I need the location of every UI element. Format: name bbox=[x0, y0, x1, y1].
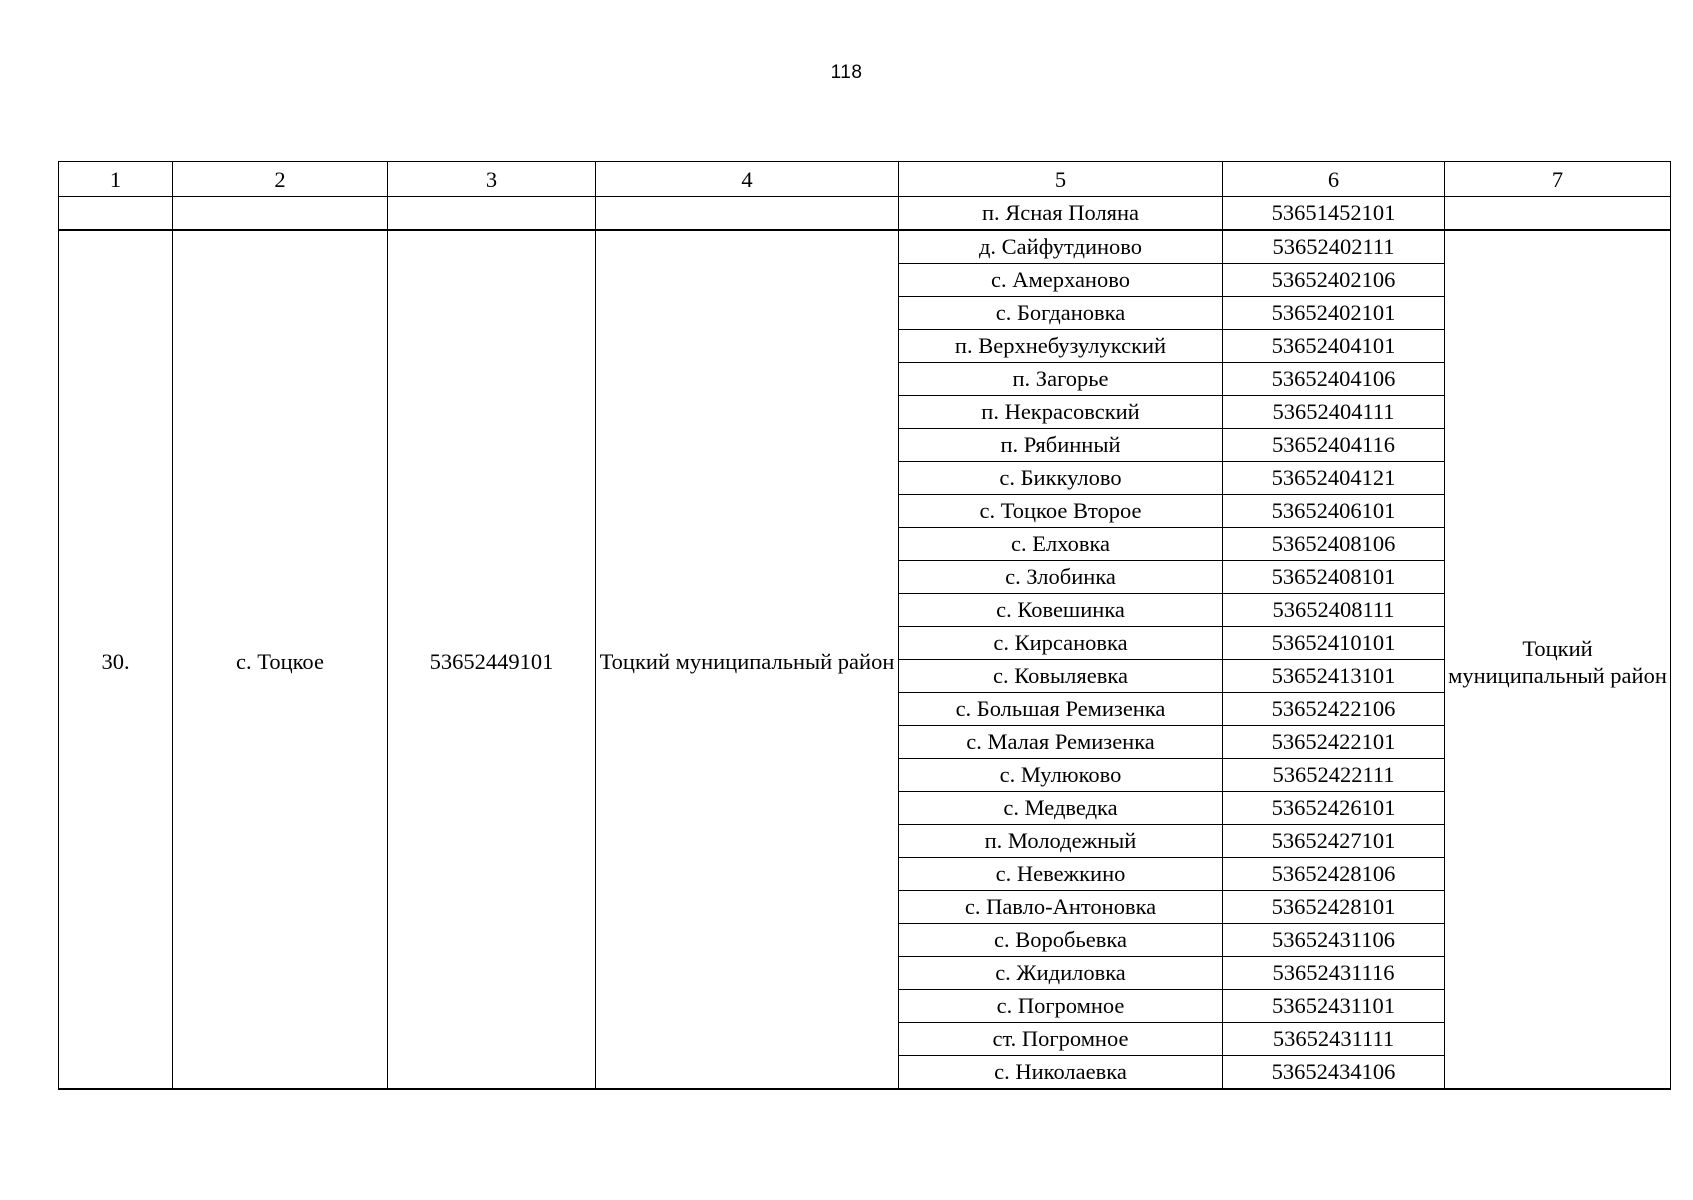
settlement-name: п. Ясная Поляна bbox=[899, 197, 1223, 231]
settlement-code: 53651452101 bbox=[1223, 197, 1445, 231]
settlement-name: с. Николаевка bbox=[899, 1056, 1223, 1090]
settlement-code: 53652422101 bbox=[1223, 726, 1445, 759]
settlement-code: 53652413101 bbox=[1223, 660, 1445, 693]
settlement-name: д. Сайфутдиново bbox=[899, 230, 1223, 264]
settlement-code: 53652404101 bbox=[1223, 330, 1445, 363]
settlement-name: с. Воробьевка bbox=[899, 924, 1223, 957]
settlement-name: с. Ковыляевка bbox=[899, 660, 1223, 693]
settlement-name: п. Верхнебузулукский bbox=[899, 330, 1223, 363]
settlement-code: 53652406101 bbox=[1223, 495, 1445, 528]
settlement-name: с. Тоцкое Второе bbox=[899, 495, 1223, 528]
column-number: 4 bbox=[596, 162, 899, 197]
settlement-code: 53652434106 bbox=[1223, 1056, 1445, 1090]
settlements-table bbox=[58, 161, 1671, 1090]
settlement-code: 53652402101 bbox=[1223, 297, 1445, 330]
page-number: 118 bbox=[830, 62, 863, 83]
empty-cell bbox=[59, 197, 173, 231]
settlement-name: с. Невежкино bbox=[899, 858, 1223, 891]
settlement-name: ст. Погромное bbox=[899, 1023, 1223, 1056]
settlement-code: 53652431111 bbox=[1223, 1023, 1445, 1056]
column-number: 3 bbox=[388, 162, 596, 197]
settlement-name: п. Рябинный bbox=[899, 429, 1223, 462]
column-number-row bbox=[59, 162, 1671, 197]
settlement-name: с. Жидиловка bbox=[899, 957, 1223, 990]
column-number: 7 bbox=[1445, 162, 1671, 197]
settlement-code: 53652404111 bbox=[1223, 396, 1445, 429]
administrative-center: с. Тоцкое bbox=[173, 230, 388, 1089]
settlement-code: 53652404121 bbox=[1223, 462, 1445, 495]
settlement-name: с. Амерханово bbox=[899, 264, 1223, 297]
settlement-code: 53652428106 bbox=[1223, 858, 1445, 891]
column-number: 2 bbox=[173, 162, 388, 197]
column-number: 5 bbox=[899, 162, 1223, 197]
settlement-code: 53652408106 bbox=[1223, 528, 1445, 561]
district-name-right: Тоцкий муниципальный район bbox=[1445, 230, 1671, 1089]
settlement-code: 53652408111 bbox=[1223, 594, 1445, 627]
settlement-name: с. Кирсановка bbox=[899, 627, 1223, 660]
settlement-name: с. Елховка bbox=[899, 528, 1223, 561]
settlement-code: 53652431116 bbox=[1223, 957, 1445, 990]
settlement-name: с. Павло-Антоновка bbox=[899, 891, 1223, 924]
settlement-name: с. Биккулово bbox=[899, 462, 1223, 495]
settlement-code: 53652404106 bbox=[1223, 363, 1445, 396]
settlement-name: п. Некрасовский bbox=[899, 396, 1223, 429]
column-number: 1 bbox=[59, 162, 173, 197]
settlement-code: 53652404116 bbox=[1223, 429, 1445, 462]
settlement-code: 53652402111 bbox=[1223, 230, 1445, 264]
settlement-code: 53652402106 bbox=[1223, 264, 1445, 297]
continuation-row bbox=[59, 197, 1671, 231]
settlement-code: 53652422111 bbox=[1223, 759, 1445, 792]
table-row bbox=[59, 230, 1671, 264]
settlement-code: 53652431106 bbox=[1223, 924, 1445, 957]
settlement-name: с. Погромное bbox=[899, 990, 1223, 1023]
settlement-name: с. Медведка bbox=[899, 792, 1223, 825]
empty-cell bbox=[388, 197, 596, 231]
settlement-name: п. Молодежный bbox=[899, 825, 1223, 858]
settlement-code: 53652427101 bbox=[1223, 825, 1445, 858]
settlement-code: 53652422106 bbox=[1223, 693, 1445, 726]
center-code: 53652449101 bbox=[388, 230, 596, 1089]
settlement-name: п. Загорье bbox=[899, 363, 1223, 396]
settlement-name: с. Ковешинка bbox=[899, 594, 1223, 627]
settlement-name: с. Большая Ремизенка bbox=[899, 693, 1223, 726]
settlement-code: 53652408101 bbox=[1223, 561, 1445, 594]
settlement-code: 53652410101 bbox=[1223, 627, 1445, 660]
entry-number: 30. bbox=[59, 230, 173, 1089]
empty-cell bbox=[596, 197, 899, 231]
district-name: Тоцкий муниципальный район bbox=[596, 230, 899, 1089]
settlement-name: с. Богдановка bbox=[899, 297, 1223, 330]
empty-cell bbox=[1445, 197, 1671, 231]
settlement-code: 53652426101 bbox=[1223, 792, 1445, 825]
column-number: 6 bbox=[1223, 162, 1445, 197]
settlement-name: с. Мулюково bbox=[899, 759, 1223, 792]
empty-cell bbox=[173, 197, 388, 231]
settlement-name: с. Малая Ремизенка bbox=[899, 726, 1223, 759]
settlement-name: с. Злобинка bbox=[899, 561, 1223, 594]
settlement-code: 53652431101 bbox=[1223, 990, 1445, 1023]
settlement-code: 53652428101 bbox=[1223, 891, 1445, 924]
